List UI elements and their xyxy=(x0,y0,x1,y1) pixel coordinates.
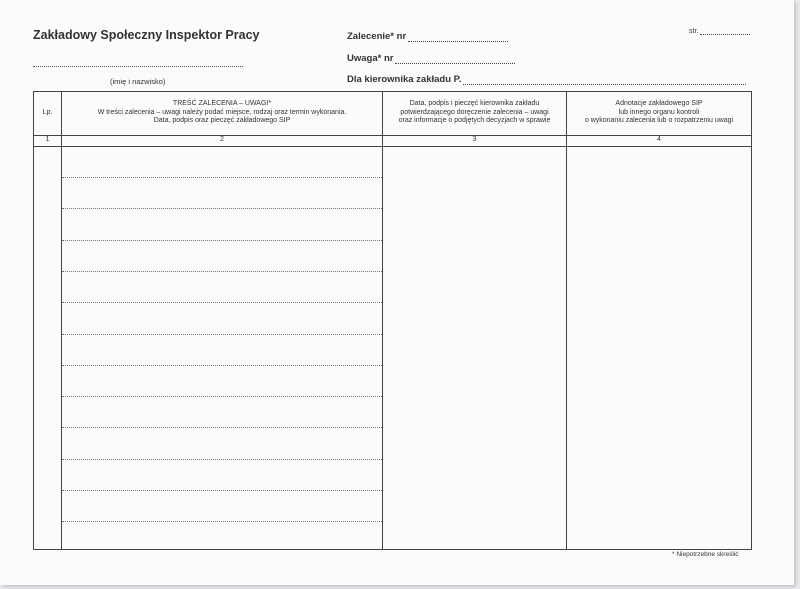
entries-table xyxy=(33,91,752,550)
col-number: 2 xyxy=(220,136,224,143)
writing-line[interactable] xyxy=(62,521,382,522)
writing-line[interactable] xyxy=(62,459,382,460)
writing-line[interactable] xyxy=(62,427,382,428)
column-divider xyxy=(61,92,62,549)
remark-number-line[interactable] xyxy=(395,55,515,64)
writing-line[interactable] xyxy=(62,208,382,209)
col-content-title: TREŚĆ ZALECENIA – UWAGI* xyxy=(172,100,272,107)
manager-label: Dla kierownika zakładu P. xyxy=(347,74,462,85)
number-row-divider xyxy=(34,146,751,147)
col-number: 4 xyxy=(657,136,661,143)
col-manager-line2: potwierdzającego doręczenie zalecenia – uwagi xyxy=(400,108,549,116)
page-label: str. xyxy=(689,28,699,35)
recommendation-number-line[interactable] xyxy=(408,33,508,42)
col-annotations-line3: o wykonaniu zalecenia lub o rozpatrzeniu uwagi xyxy=(584,117,734,124)
col-lp-header: Lp. xyxy=(42,109,53,116)
remark-field xyxy=(347,53,515,64)
page-number-line[interactable] xyxy=(700,28,750,35)
col-content-line2: Data, podpis oraz pieczęć zakładowego SIP xyxy=(153,117,291,124)
name-line[interactable] xyxy=(33,66,243,67)
recommendation-field xyxy=(347,31,508,42)
name-caption: (imię i nazwisko) xyxy=(110,77,166,86)
remark-label: Uwaga* nr xyxy=(347,53,394,64)
footnote: * Niepotrzebne skreślić xyxy=(672,551,739,558)
recommendation-label: Zalecenie* nr xyxy=(347,31,407,42)
col-content-header xyxy=(62,100,382,126)
col-manager-line3: oraz informacje o podjętych decyzjach w sprawie xyxy=(398,117,551,124)
writing-line[interactable] xyxy=(62,240,382,241)
col-annotations-line1: Adnotacje zakładowego SIP xyxy=(615,100,703,107)
writing-line[interactable] xyxy=(62,396,382,397)
col-number: 3 xyxy=(472,136,477,143)
writing-line[interactable] xyxy=(62,490,382,491)
writing-line[interactable] xyxy=(62,271,382,272)
writing-line[interactable] xyxy=(62,334,382,335)
writing-line[interactable] xyxy=(62,302,382,303)
col-content-line1: W treści zalecenia – uwagi należy podać miejsce, rodzaj oraz termin wykonania. xyxy=(97,108,347,116)
column-divider xyxy=(566,92,567,549)
col-annotations-line2: lub innego organu kontroli xyxy=(618,108,700,116)
col-manager-line1: Data, podpis i pieczęć kierownika zakładu xyxy=(409,100,540,107)
writing-line[interactable] xyxy=(62,365,382,366)
col-number: 1 xyxy=(45,136,50,143)
column-divider xyxy=(382,92,383,549)
manager-field xyxy=(347,74,746,85)
writing-line[interactable] xyxy=(62,177,382,178)
col-manager-header xyxy=(383,100,566,126)
page-number-field xyxy=(689,28,750,35)
col-annotations-header xyxy=(567,100,751,126)
form-title: Zakładowy Społeczny Inspektor Pracy xyxy=(33,28,260,42)
manager-name-line[interactable] xyxy=(463,76,746,85)
